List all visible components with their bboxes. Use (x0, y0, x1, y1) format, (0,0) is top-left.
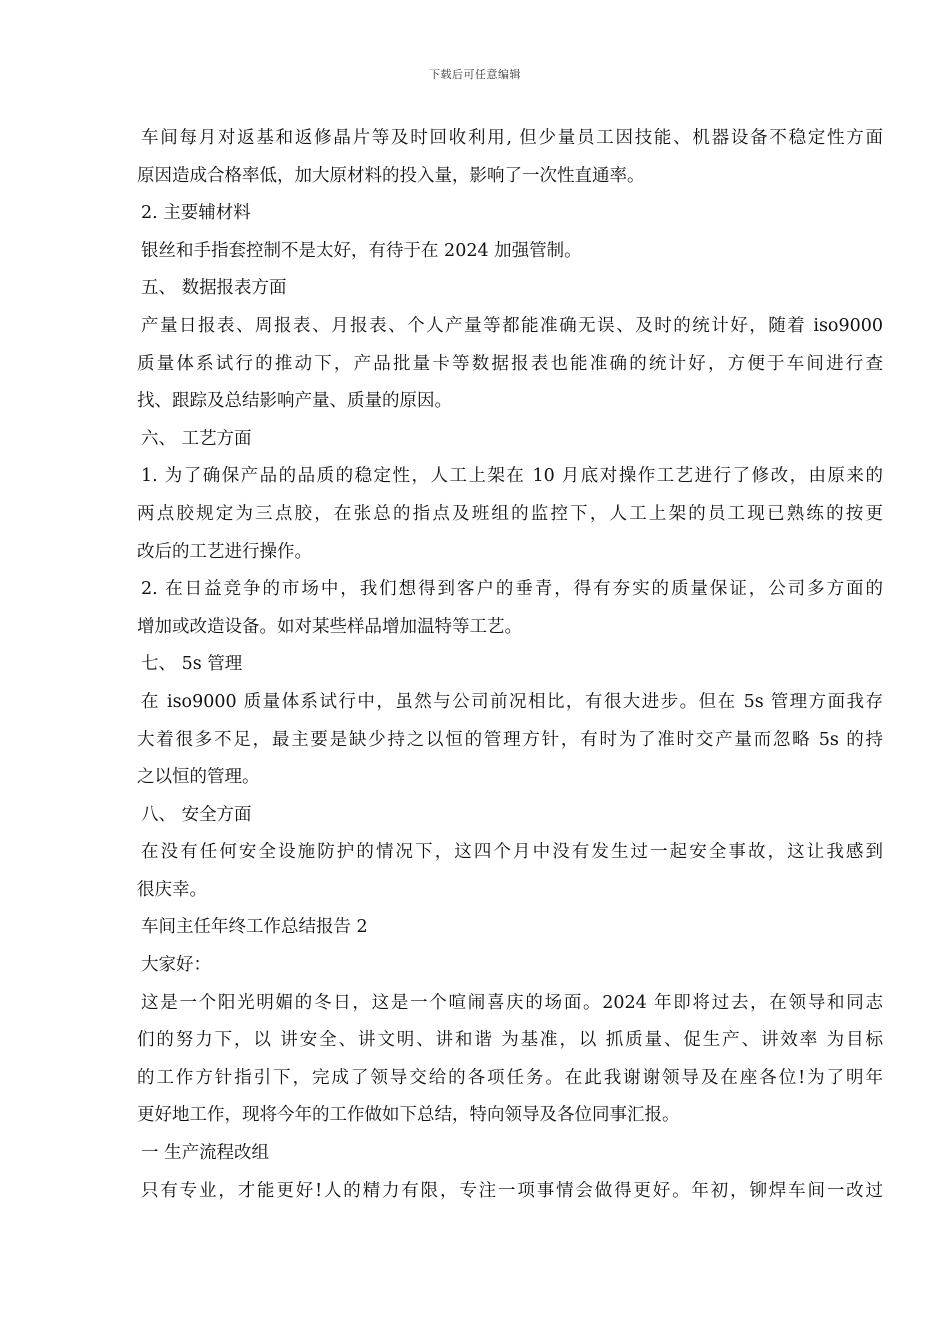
text-line: 车间每月对返基和返修晶片等及时回收利用, 但少量员工因技能、机器设备不稳定性方面 (141, 128, 883, 148)
text-line: 的工作方针指引下，完成了领导交给的各项任务。在此我谢谢领导及在座各位!为了明年 (137, 1067, 883, 1088)
page-header: 下载后可任意编辑 (429, 68, 521, 81)
text-line: 找、跟踪及总结影响产量、质量的原因。 (137, 391, 452, 412)
text-line: 五、 数据报表方面 (141, 278, 287, 299)
text-line: 增加或改造设备。如对某些样品增加温特等工艺。 (137, 616, 522, 637)
text-line: 只有专业，才能更好!人的精力有限，专注一项事情会做得更好。年初，铆焊车间一改过 (141, 1180, 883, 1201)
text-line: 车间主任年终工作总结报告 2 (141, 917, 368, 938)
text-line: 八、 安全方面 (141, 804, 252, 825)
text-line: 在没有任何安全设施防护的情况下，这四个月中没有发生过一起安全事故，这让我感到 (141, 842, 883, 863)
text-line: 很庆幸。 (137, 879, 207, 900)
text-line: 之以恒的管理。 (137, 767, 260, 788)
text-line: 原因造成合格率低，加大原材料的投入量，影响了一次性直通率。 (137, 165, 645, 186)
text-line: 六、 工艺方面 (141, 428, 252, 449)
text-line: 在 iso9000 质量体系试行中，虽然与公司前况相比，有很大进步。但在 5s 管理方面我存 (141, 691, 883, 712)
text-line: 两点胶规定为三点胶，在张总的指点及班组的监控下，人工上架的员工现已熟练的按更 (137, 503, 883, 524)
text-line: 产量日报表、周报表、月报表、个人产量等都能准确无误、及时的统计好，随着 iso9000 (141, 315, 883, 336)
text-line: 2. 在日益竞争的市场中，我们想得到客户的垂青，得有夯实的质量保证，公司多方面的 (141, 579, 883, 600)
document-body (137, 120, 883, 1210)
text-line: 这是一个阳光明媚的冬日，这是一个喧闹喜庆的场面。2024 年即将过去，在领导和同志 (141, 992, 883, 1013)
text-line: 一 生产流程改组 (141, 1143, 270, 1164)
text-line: 七、 5s 管理 (141, 654, 243, 675)
text-line: 银丝和手指套控制不是太好，有待于在 2024 加强管制。 (141, 240, 582, 261)
text-line: 们的努力下，以 讲安全、讲文明、讲和谐 为基准，以 抓质量、促生产、讲效率 为目标 (137, 1030, 883, 1051)
text-line: 大着很多不足，最主要是缺少持之以恒的管理方针，有时为了准时交产量而忽略 5s 的持 (137, 729, 883, 750)
text-line: 1. 为了确保产品的品质的稳定性，人工上架在 10 月底对操作工艺进行了修改，由原来的 (141, 466, 883, 487)
text-line: 改后的工艺进行操作。 (137, 541, 312, 562)
text-line: 大家好： (141, 955, 211, 976)
text-line: 质量体系试行的推动下，产品批量卡等数据报表也能准确的统计好，方便于车间进行查 (137, 353, 883, 374)
text-line: 更好地工作，现将今年的工作做如下总结，特向领导及各位同事汇报。 (137, 1105, 680, 1126)
text-line: 2. 主要辅材料 (141, 203, 251, 224)
